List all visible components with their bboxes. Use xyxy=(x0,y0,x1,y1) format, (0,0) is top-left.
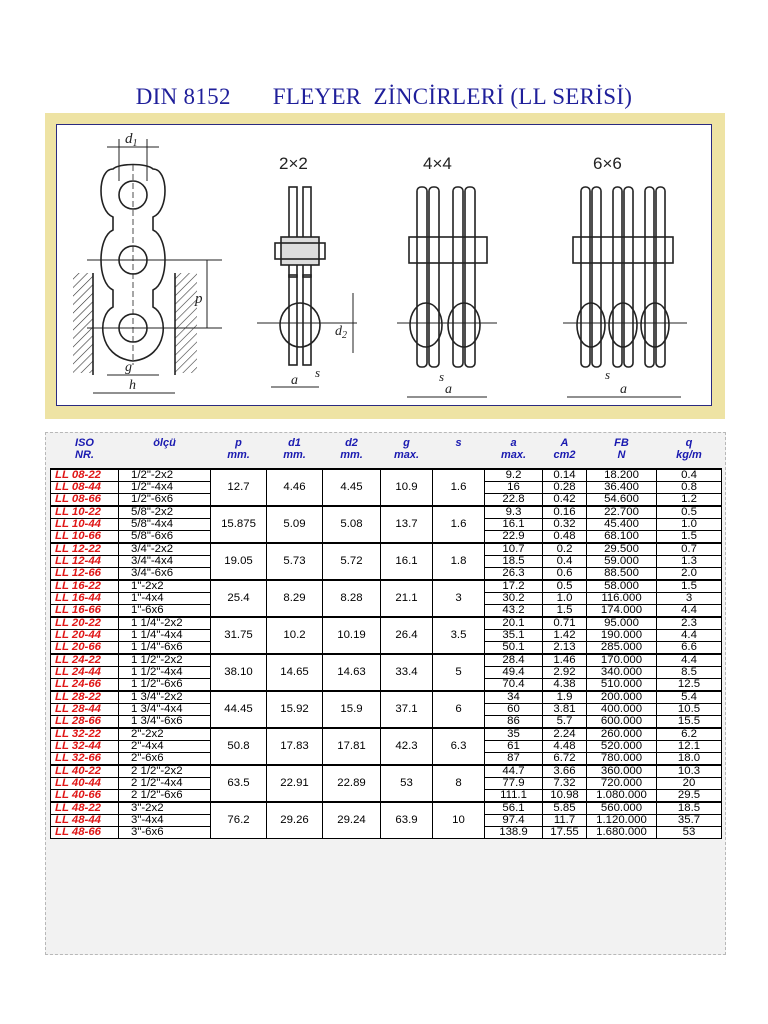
area-cell: 1.42 xyxy=(543,630,587,642)
weight-cell: 8.5 xyxy=(657,667,722,679)
breaking-load-cell: 68.100 xyxy=(587,531,657,544)
size-cell: 2"-2x2 xyxy=(119,728,211,741)
table-row xyxy=(51,543,722,556)
group-p-cell: 50.8 xyxy=(211,728,267,765)
breaking-load-cell: 95.000 xyxy=(587,617,657,630)
header-cell xyxy=(657,437,722,469)
area-cell: 0.6 xyxy=(543,568,587,581)
weight-cell: 29.5 xyxy=(657,790,722,803)
area-cell: 1.0 xyxy=(543,593,587,605)
header-line1: d2 xyxy=(345,437,358,449)
breaking-load-cell: 54.600 xyxy=(587,494,657,507)
group-d2-cell: 8.28 xyxy=(323,580,381,617)
group-d1-cell: 10.2 xyxy=(267,617,323,654)
group-g-cell: 63.9 xyxy=(381,802,433,839)
a-max-cell: 9.2 xyxy=(485,469,543,482)
header-row xyxy=(51,437,722,469)
iso-number-cell: LL 28-22 xyxy=(51,691,119,704)
a-max-cell: 87 xyxy=(485,753,543,766)
group-p-cell: 19.05 xyxy=(211,543,267,580)
weight-cell: 1.5 xyxy=(657,580,722,593)
weight-cell: 1.3 xyxy=(657,556,722,568)
label-p: p xyxy=(195,291,203,307)
a-max-cell: 44.7 xyxy=(485,765,543,778)
size-cell: 1/2"-4x4 xyxy=(119,482,211,494)
group-p-cell: 31.75 xyxy=(211,617,267,654)
table-body xyxy=(51,469,722,839)
breaking-load-cell: 200.000 xyxy=(587,691,657,704)
a-max-cell: 86 xyxy=(485,716,543,729)
iso-number-cell: LL 40-22 xyxy=(51,765,119,778)
header-line2: NR. xyxy=(75,449,94,461)
iso-number-cell: LL 48-66 xyxy=(51,827,119,839)
header-cell xyxy=(543,437,587,469)
area-cell: 6.72 xyxy=(543,753,587,766)
weight-cell: 20 xyxy=(657,778,722,790)
header-line1: ölçü xyxy=(153,437,176,449)
header-line2: mm. xyxy=(283,449,306,461)
breaking-load-cell: 174.000 xyxy=(587,605,657,618)
group-g-cell: 21.1 xyxy=(381,580,433,617)
a-max-cell: 28.4 xyxy=(485,654,543,667)
breaking-load-cell: 58.000 xyxy=(587,580,657,593)
group-d1-cell: 4.46 xyxy=(267,469,323,506)
group-g-cell: 42.3 xyxy=(381,728,433,765)
size-cell: 5/8"-4x4 xyxy=(119,519,211,531)
size-cell: 1"-4x4 xyxy=(119,593,211,605)
size-cell: 3"-6x6 xyxy=(119,827,211,839)
group-s-cell: 1.8 xyxy=(433,543,485,580)
weight-cell: 1.2 xyxy=(657,494,722,507)
a-max-cell: 30.2 xyxy=(485,593,543,605)
spec-table-container xyxy=(45,432,726,955)
header-cell xyxy=(119,437,211,469)
area-cell: 3.81 xyxy=(543,704,587,716)
breaking-load-cell: 36.400 xyxy=(587,482,657,494)
header-line1: A xyxy=(560,437,569,449)
iso-number-cell: LL 24-66 xyxy=(51,679,119,692)
size-cell: 2 1/2"-6x6 xyxy=(119,790,211,803)
breaking-load-cell: 780.000 xyxy=(587,753,657,766)
a-max-cell: 35.1 xyxy=(485,630,543,642)
header-line1: q xyxy=(685,437,693,449)
group-d1-cell: 8.29 xyxy=(267,580,323,617)
weight-cell: 4.4 xyxy=(657,605,722,618)
group-g-cell: 16.1 xyxy=(381,543,433,580)
size-cell: 3/4"-6x6 xyxy=(119,568,211,581)
table-row xyxy=(51,802,722,815)
area-cell: 0.32 xyxy=(543,519,587,531)
area-cell: 4.38 xyxy=(543,679,587,692)
iso-number-cell: LL 48-44 xyxy=(51,815,119,827)
size-cell: 3"-4x4 xyxy=(119,815,211,827)
title-standard: DIN 8152 xyxy=(135,84,231,109)
label-a-2x2: a xyxy=(291,373,298,388)
page-title xyxy=(0,84,768,110)
group-g-cell: 37.1 xyxy=(381,691,433,728)
size-cell: 2 1/2"-4x4 xyxy=(119,778,211,790)
weight-cell: 1.0 xyxy=(657,519,722,531)
group-d2-cell: 14.63 xyxy=(323,654,381,691)
breaking-load-cell: 88.500 xyxy=(587,568,657,581)
group-s-cell: 6.3 xyxy=(433,728,485,765)
label-h: h xyxy=(129,378,136,393)
group-p-cell: 63.5 xyxy=(211,765,267,802)
group-g-cell: 13.7 xyxy=(381,506,433,543)
area-cell: 0.14 xyxy=(543,469,587,482)
group-s-cell: 1.6 xyxy=(433,506,485,543)
group-d2-cell: 10.19 xyxy=(323,617,381,654)
table-row xyxy=(51,765,722,778)
size-cell: 5/8"-2x2 xyxy=(119,506,211,519)
weight-cell: 18.5 xyxy=(657,802,722,815)
a-max-cell: 97.4 xyxy=(485,815,543,827)
weight-cell: 2.0 xyxy=(657,568,722,581)
group-s-cell: 3.5 xyxy=(433,617,485,654)
size-cell: 3"-2x2 xyxy=(119,802,211,815)
breaking-load-cell: 400.000 xyxy=(587,704,657,716)
iso-number-cell: LL 28-44 xyxy=(51,704,119,716)
weight-cell: 5.4 xyxy=(657,691,722,704)
breaking-load-cell: 116.000 xyxy=(587,593,657,605)
weight-cell: 15.5 xyxy=(657,716,722,729)
iso-number-cell: LL 32-66 xyxy=(51,753,119,766)
header-cell xyxy=(433,437,485,469)
size-cell: 1 1/4"-6x6 xyxy=(119,642,211,655)
breaking-load-cell: 720.000 xyxy=(587,778,657,790)
group-d2-cell: 5.72 xyxy=(323,543,381,580)
table-row xyxy=(51,469,722,482)
header-line2: kg/m xyxy=(676,449,702,461)
a-max-cell: 43.2 xyxy=(485,605,543,618)
a-max-cell: 56.1 xyxy=(485,802,543,815)
table-row xyxy=(51,580,722,593)
weight-cell: 12.1 xyxy=(657,741,722,753)
area-cell: 0.42 xyxy=(543,494,587,507)
size-cell: 2 1/2"-2x2 xyxy=(119,765,211,778)
iso-number-cell: LL 10-66 xyxy=(51,531,119,544)
weight-cell: 12.5 xyxy=(657,679,722,692)
technical-drawing xyxy=(45,113,725,419)
area-cell: 2.13 xyxy=(543,642,587,655)
size-cell: 1 1/4"-4x4 xyxy=(119,630,211,642)
iso-number-cell: LL 16-22 xyxy=(51,580,119,593)
size-cell: 1 3/4"-4x4 xyxy=(119,704,211,716)
area-cell: 0.2 xyxy=(543,543,587,556)
size-cell: 1"-6x6 xyxy=(119,605,211,618)
size-cell: 1 1/2"-2x2 xyxy=(119,654,211,667)
area-cell: 0.4 xyxy=(543,556,587,568)
weight-cell: 4.4 xyxy=(657,654,722,667)
area-cell: 2.24 xyxy=(543,728,587,741)
breaking-load-cell: 1.120.000 xyxy=(587,815,657,827)
group-s-cell: 6 xyxy=(433,691,485,728)
header-cell xyxy=(323,437,381,469)
area-cell: 10.98 xyxy=(543,790,587,803)
group-d1-cell: 22.91 xyxy=(267,765,323,802)
weight-cell: 4.4 xyxy=(657,630,722,642)
group-d1-cell: 15.92 xyxy=(267,691,323,728)
a-max-cell: 26.3 xyxy=(485,568,543,581)
label-s-2x2: s xyxy=(315,365,321,380)
weight-cell: 0.5 xyxy=(657,506,722,519)
size-cell: 2"-6x6 xyxy=(119,753,211,766)
a-max-cell: 22.8 xyxy=(485,494,543,507)
iso-number-cell: LL 16-66 xyxy=(51,605,119,618)
header-line2: mm. xyxy=(340,449,363,461)
size-cell: 1/2"-6x6 xyxy=(119,494,211,507)
title-name: FLEYER ZİNCİRLERİ (LL SERİSİ) xyxy=(272,84,633,109)
size-cell: 3/4"-2x2 xyxy=(119,543,211,556)
iso-number-cell: LL 08-22 xyxy=(51,469,119,482)
header-line1: ISO xyxy=(75,437,94,449)
breaking-load-cell: 510.000 xyxy=(587,679,657,692)
header-line1: p xyxy=(235,437,242,449)
group-s-cell: 10 xyxy=(433,802,485,839)
iso-number-cell: LL 12-44 xyxy=(51,556,119,568)
label-s-4x4: s xyxy=(439,369,445,384)
area-cell: 3.66 xyxy=(543,765,587,778)
view-4x4-label: 4×4 xyxy=(423,154,452,173)
label-s-6x6: s xyxy=(605,367,611,382)
group-d1-cell: 5.73 xyxy=(267,543,323,580)
group-g-cell: 10.9 xyxy=(381,469,433,506)
size-cell: 5/8"-6x6 xyxy=(119,531,211,544)
group-d2-cell: 5.08 xyxy=(323,506,381,543)
header-line1: a xyxy=(510,437,517,449)
a-max-cell: 35 xyxy=(485,728,543,741)
area-cell: 2.92 xyxy=(543,667,587,679)
breaking-load-cell: 59.000 xyxy=(587,556,657,568)
header-cell xyxy=(485,437,543,469)
a-max-cell: 16 xyxy=(485,482,543,494)
group-d1-cell: 29.26 xyxy=(267,802,323,839)
group-d2-cell: 17.81 xyxy=(323,728,381,765)
size-cell: 2"-4x4 xyxy=(119,741,211,753)
a-max-cell: 17.2 xyxy=(485,580,543,593)
iso-number-cell: LL 08-66 xyxy=(51,494,119,507)
drawing-svg xyxy=(57,125,713,407)
group-d1-cell: 17.83 xyxy=(267,728,323,765)
breaking-load-cell: 18.200 xyxy=(587,469,657,482)
group-p-cell: 12.7 xyxy=(211,469,267,506)
breaking-load-cell: 22.700 xyxy=(587,506,657,519)
weight-cell: 2.3 xyxy=(657,617,722,630)
size-cell: 1"-2x2 xyxy=(119,580,211,593)
header-line1: s xyxy=(455,437,462,449)
group-g-cell: 26.4 xyxy=(381,617,433,654)
area-cell: 1.5 xyxy=(543,605,587,618)
label-g: g xyxy=(125,360,132,375)
area-cell: 1.46 xyxy=(543,654,587,667)
iso-number-cell: LL 32-44 xyxy=(51,741,119,753)
iso-number-cell: LL 12-22 xyxy=(51,543,119,556)
label-a-6x6: a xyxy=(620,382,627,397)
header-cell xyxy=(267,437,323,469)
label-d1: $d_1$ xyxy=(125,131,138,149)
breaking-load-cell: 285.000 xyxy=(587,642,657,655)
table-row xyxy=(51,506,722,519)
breaking-load-cell: 190.000 xyxy=(587,630,657,642)
group-s-cell: 3 xyxy=(433,580,485,617)
iso-number-cell: LL 10-44 xyxy=(51,519,119,531)
group-d2-cell: 29.24 xyxy=(323,802,381,839)
size-cell: 1 1/2"-4x4 xyxy=(119,667,211,679)
header-cell xyxy=(587,437,657,469)
group-s-cell: 8 xyxy=(433,765,485,802)
header-line1: d1 xyxy=(288,437,301,449)
breaking-load-cell: 29.500 xyxy=(587,543,657,556)
breaking-load-cell: 560.000 xyxy=(587,802,657,815)
a-max-cell: 9.3 xyxy=(485,506,543,519)
header-line2: mm. xyxy=(227,449,250,461)
weight-cell: 6.2 xyxy=(657,728,722,741)
a-max-cell: 10.7 xyxy=(485,543,543,556)
area-cell: 0.28 xyxy=(543,482,587,494)
iso-number-cell: LL 32-22 xyxy=(51,728,119,741)
iso-number-cell: LL 48-22 xyxy=(51,802,119,815)
weight-cell: 1.5 xyxy=(657,531,722,544)
label-a-4x4: a xyxy=(445,382,452,397)
breaking-load-cell: 340.000 xyxy=(587,667,657,679)
group-d1-cell: 14.65 xyxy=(267,654,323,691)
area-cell: 5.7 xyxy=(543,716,587,729)
table-row xyxy=(51,617,722,630)
a-max-cell: 50.1 xyxy=(485,642,543,655)
group-s-cell: 1.6 xyxy=(433,469,485,506)
size-cell: 1 3/4"-2x2 xyxy=(119,691,211,704)
iso-number-cell: LL 40-66 xyxy=(51,790,119,803)
a-max-cell: 111.1 xyxy=(485,790,543,803)
weight-cell: 53 xyxy=(657,827,722,839)
table-row xyxy=(51,691,722,704)
view-6x6-label: 6×6 xyxy=(593,154,622,173)
group-d2-cell: 22.89 xyxy=(323,765,381,802)
iso-number-cell: LL 16-44 xyxy=(51,593,119,605)
iso-number-cell: LL 24-44 xyxy=(51,667,119,679)
group-d2-cell: 4.45 xyxy=(323,469,381,506)
group-s-cell: 5 xyxy=(433,654,485,691)
header-line1: g xyxy=(403,437,410,449)
weight-cell: 0.4 xyxy=(657,469,722,482)
iso-number-cell: LL 20-22 xyxy=(51,617,119,630)
area-cell: 0.16 xyxy=(543,506,587,519)
group-d1-cell: 5.09 xyxy=(267,506,323,543)
group-p-cell: 15.875 xyxy=(211,506,267,543)
breaking-load-cell: 260.000 xyxy=(587,728,657,741)
breaking-load-cell: 1.080.000 xyxy=(587,790,657,803)
group-d2-cell: 15.9 xyxy=(323,691,381,728)
weight-cell: 6.6 xyxy=(657,642,722,655)
breaking-load-cell: 520.000 xyxy=(587,741,657,753)
iso-number-cell: LL 10-22 xyxy=(51,506,119,519)
table-row xyxy=(51,654,722,667)
group-g-cell: 53 xyxy=(381,765,433,802)
iso-number-cell: LL 20-44 xyxy=(51,630,119,642)
area-cell: 0.71 xyxy=(543,617,587,630)
a-max-cell: 77.9 xyxy=(485,778,543,790)
group-p-cell: 44.45 xyxy=(211,691,267,728)
breaking-load-cell: 1.680.000 xyxy=(587,827,657,839)
size-cell: 1 3/4"-6x6 xyxy=(119,716,211,729)
weight-cell: 3 xyxy=(657,593,722,605)
header-line1: FB xyxy=(614,437,629,449)
a-max-cell: 49.4 xyxy=(485,667,543,679)
a-max-cell: 61 xyxy=(485,741,543,753)
area-cell: 0.5 xyxy=(543,580,587,593)
group-g-cell: 33.4 xyxy=(381,654,433,691)
table-row xyxy=(51,728,722,741)
area-cell: 17.55 xyxy=(543,827,587,839)
weight-cell: 10.5 xyxy=(657,704,722,716)
drawing-frame xyxy=(56,124,712,406)
breaking-load-cell: 45.400 xyxy=(587,519,657,531)
area-cell: 11.7 xyxy=(543,815,587,827)
size-cell: 1/2"-2x2 xyxy=(119,469,211,482)
spec-table xyxy=(50,437,722,839)
size-cell: 3/4"-4x4 xyxy=(119,556,211,568)
group-p-cell: 25.4 xyxy=(211,580,267,617)
area-cell: 4.48 xyxy=(543,741,587,753)
weight-cell: 18.0 xyxy=(657,753,722,766)
iso-number-cell: LL 08-44 xyxy=(51,482,119,494)
header-line2: N xyxy=(617,449,626,461)
header-line2: max. xyxy=(500,449,527,461)
iso-number-cell: LL 28-66 xyxy=(51,716,119,729)
a-max-cell: 22.9 xyxy=(485,531,543,544)
area-cell: 0.48 xyxy=(543,531,587,544)
iso-number-cell: LL 12-66 xyxy=(51,568,119,581)
a-max-cell: 34 xyxy=(485,691,543,704)
header-cell xyxy=(211,437,267,469)
weight-cell: 0.8 xyxy=(657,482,722,494)
header-cell xyxy=(381,437,433,469)
a-max-cell: 16.1 xyxy=(485,519,543,531)
header-line2: cm2 xyxy=(553,449,576,461)
size-cell: 1 1/4"-2x2 xyxy=(119,617,211,630)
iso-number-cell: LL 40-44 xyxy=(51,778,119,790)
weight-cell: 10.3 xyxy=(657,765,722,778)
iso-number-cell: LL 20-66 xyxy=(51,642,119,655)
a-max-cell: 70.4 xyxy=(485,679,543,692)
header-line2: max. xyxy=(393,449,420,461)
a-max-cell: 138.9 xyxy=(485,827,543,839)
area-cell: 7.32 xyxy=(543,778,587,790)
weight-cell: 0.7 xyxy=(657,543,722,556)
view-2x2-label: 2×2 xyxy=(279,154,308,173)
group-p-cell: 38.10 xyxy=(211,654,267,691)
a-max-cell: 20.1 xyxy=(485,617,543,630)
a-max-cell: 60 xyxy=(485,704,543,716)
table-header xyxy=(51,437,722,469)
size-cell: 1 1/2"-6x6 xyxy=(119,679,211,692)
breaking-load-cell: 360.000 xyxy=(587,765,657,778)
weight-cell: 35.7 xyxy=(657,815,722,827)
breaking-load-cell: 600.000 xyxy=(587,716,657,729)
iso-number-cell: LL 24-22 xyxy=(51,654,119,667)
a-max-cell: 18.5 xyxy=(485,556,543,568)
area-cell: 5.85 xyxy=(543,802,587,815)
area-cell: 1.9 xyxy=(543,691,587,704)
breaking-load-cell: 170.000 xyxy=(587,654,657,667)
group-p-cell: 76.2 xyxy=(211,802,267,839)
header-cell xyxy=(51,437,119,469)
label-d2: $d_2$ xyxy=(335,324,347,341)
